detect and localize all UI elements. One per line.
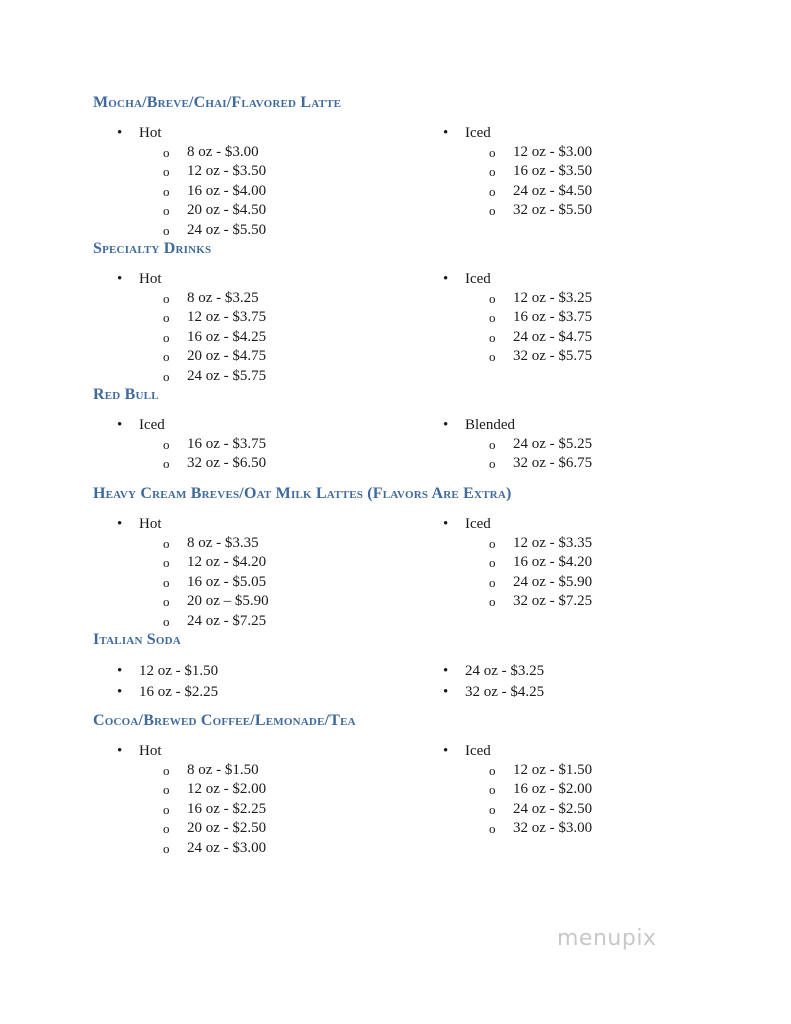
price-item: o 32 oz - $6.50 [117,454,266,473]
price-item: o 32 oz - $5.75 [443,347,592,366]
price-item: o 24 oz - $4.50 [443,182,592,201]
group-label: • Iced [117,416,266,435]
price-item: o 24 oz - $5.90 [443,573,592,592]
price-item: o 12 oz - $3.00 [443,143,592,162]
hot-column [117,515,269,631]
group-label: • Iced [443,515,592,534]
group-label: • Blended [443,416,592,435]
price-item: o 24 oz - $5.25 [443,435,592,454]
price-item: o 24 oz - $5.75 [117,367,266,386]
price-item: o 16 oz - $3.75 [117,435,266,454]
blended-column [443,416,592,474]
price-item: o 24 oz - $4.75 [443,328,592,347]
price-item: o 20 oz - $2.50 [117,819,266,838]
price-item: • 32 oz - $4.25 [443,682,544,703]
hot-column [117,270,266,386]
price-item: o 24 oz - $2.50 [443,800,592,819]
iced-column [443,270,592,367]
price-item: o 12 oz - $3.35 [443,534,592,553]
price-item: • 24 oz - $3.25 [443,661,544,682]
price-item: o 12 oz - $3.75 [117,308,266,327]
price-item: o 20 oz – $5.90 [117,592,269,611]
section-title: Specialty Drinks [93,240,212,257]
price-item: o 24 oz - $5.50 [117,221,266,240]
price-item: o 16 oz - $2.25 [117,800,266,819]
price-item: o 8 oz - $3.35 [117,534,269,553]
right-column [443,661,544,702]
section-title: Cocoa/Brewed Coffee/Lemonade/Tea [93,712,356,729]
price-item: • 16 oz - $2.25 [117,682,218,703]
price-item: o 16 oz - $5.05 [117,573,269,592]
price-item: o 12 oz - $3.50 [117,162,266,181]
hot-column [117,124,266,240]
iced-column [443,124,592,221]
price-item: o 16 oz - $3.50 [443,162,592,181]
price-item: o 12 oz - $2.00 [117,780,266,799]
price-item: o 32 oz - $3.00 [443,819,592,838]
price-item: o 32 oz - $5.50 [443,201,592,220]
group-label: • Iced [443,270,592,289]
price-item: o 24 oz - $7.25 [117,612,269,631]
price-item: o 8 oz - $3.00 [117,143,266,162]
group-label: • Hot [117,515,269,534]
group-label: • Iced [443,124,592,143]
price-item: o 12 oz - $1.50 [443,761,592,780]
price-item: o 16 oz - $4.20 [443,553,592,572]
price-item: o 8 oz - $1.50 [117,761,266,780]
price-item: o 16 oz - $4.00 [117,182,266,201]
iced-column [117,416,266,474]
price-item: o 20 oz - $4.50 [117,201,266,220]
group-label: • Hot [117,742,266,761]
price-item: o 20 oz - $4.75 [117,347,266,366]
price-item: o 12 oz - $4.20 [117,553,269,572]
left-column [117,661,218,702]
price-item: o 16 oz - $4.25 [117,328,266,347]
section-title: Red Bull [93,386,159,403]
group-label: • Iced [443,742,592,761]
section-title: Heavy Cream Breves/Oat Milk Lattes (Flavors Are Extra) [93,485,512,502]
group-label: • Hot [117,270,266,289]
menupix-watermark: menupix [557,926,657,951]
section-title: Mocha/Breve/Chai/Flavored Latte [93,94,342,111]
price-item: o 32 oz - $7.25 [443,592,592,611]
price-item: • 12 oz - $1.50 [117,661,218,682]
iced-column [443,742,592,839]
iced-column [443,515,592,612]
price-item: o 32 oz - $6.75 [443,454,592,473]
price-item: o 16 oz - $2.00 [443,780,592,799]
price-item: o 12 oz - $3.25 [443,289,592,308]
hot-column [117,742,266,858]
price-item: o 8 oz - $3.25 [117,289,266,308]
section-title: Italian Soda [93,631,181,648]
price-item: o 24 oz - $3.00 [117,839,266,858]
price-item: o 16 oz - $3.75 [443,308,592,327]
group-label: • Hot [117,124,266,143]
